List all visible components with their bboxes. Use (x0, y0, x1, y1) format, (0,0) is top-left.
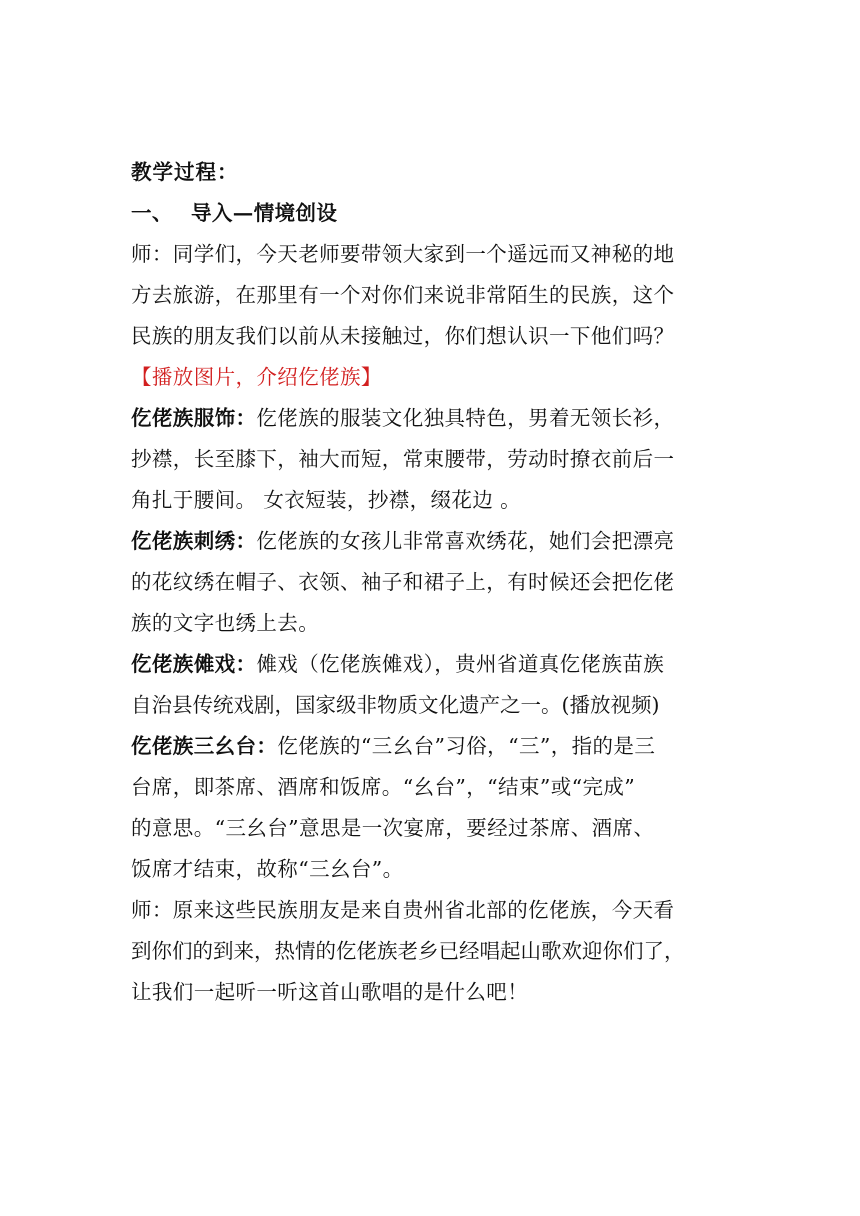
intro-line-3: 民族的朋友我们以前从未接触过，你们想认识一下他们吗？ (131, 324, 675, 348)
section-title: 导入—情境创设 (191, 201, 338, 225)
embroidery-line-3: 族的文字也绣上去。 (131, 611, 320, 635)
three-banquets-line-2: 台席，即茶席、酒席和饭席。“幺台”，“结束”或“完成” (131, 775, 636, 799)
instruction-text: 【播放图片，介绍仡佬族】 (131, 365, 382, 389)
embroidery-label: 仡佬族刺绣： (131, 529, 257, 553)
nuo-opera-line-1 (131, 644, 743, 685)
embroidery-text-1: 仡佬族的女孩儿非常喜欢绣花，她们会把漂亮 (256, 529, 675, 553)
closing-line-3: 让我们一起听一听这首山歌唱的是什么吧！ (131, 980, 529, 1004)
three-banquets-line-4: 饭席才结束，故称“三幺台”。 (131, 857, 404, 881)
section-number: 一、 (131, 201, 173, 225)
closing-line-2: 到你们的到来，热情的仡佬族老乡已经唱起山歌欢迎你们了， (131, 939, 685, 963)
clothing-line-2: 抄襟，长至膝下，袖大而短，常束腰带，劳动时撩衣前后一 (131, 447, 675, 471)
closing-line-1: 师：原来这些民族朋友是来自贵州省北部的仡佬族，今天看 (131, 898, 675, 922)
three-banquets-line-3: 的意思。“三幺台”意思是一次宴席，要经过茶席、酒席、 (131, 816, 655, 840)
clothing-line-3: 角扎于腰间。 女衣短装，抄襟，缀花边 。 (131, 488, 522, 512)
clothing-line-1 (131, 398, 743, 439)
document-body (131, 152, 743, 1013)
three-banquets-line-1 (131, 726, 743, 767)
nuo-opera-label: 仡佬族傩戏： (131, 652, 257, 676)
teaching-process-heading: 教学过程： (131, 160, 239, 184)
clothing-label: 仡佬族服饰： (131, 406, 257, 430)
nuo-opera-text-1: 傩戏（仡佬族傩戏），贵州省道真仡佬族苗族 (256, 652, 665, 676)
intro-line-1: 师：同学们，今天老师要带领大家到一个遥远而又神秘的地 (131, 242, 675, 266)
intro-line-2: 方去旅游，在那里有一个对你们来说非常陌生的民族，这个 (131, 283, 675, 307)
nuo-opera-line-2: 自治县传统戏剧，国家级非物质文化遗产之一。(播放视频) (131, 693, 660, 717)
three-banquets-text-1: 仡佬族的“三幺台”习俗，“三”，指的是三 (277, 734, 656, 758)
section-heading (131, 193, 743, 234)
clothing-text-1: 仡佬族的服装文化独具特色，男着无领长衫， (256, 406, 675, 430)
embroidery-line-1 (131, 521, 743, 562)
embroidery-line-2: 的花纹绣在帽子、衣领、袖子和裙子上，有时候还会把仡佬 (131, 570, 675, 594)
three-banquets-label: 仡佬族三幺台： (131, 734, 278, 758)
